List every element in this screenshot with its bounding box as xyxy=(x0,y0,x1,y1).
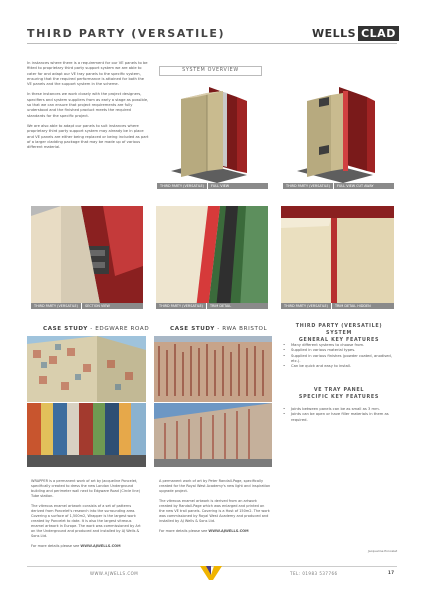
specific-features-heading-line2: SPECIFIC KEY FEATURES xyxy=(298,395,380,400)
image-caption xyxy=(157,183,268,189)
trim-detail-illustration xyxy=(156,206,268,309)
rwa-bristol-photo-2 xyxy=(154,403,272,467)
section-view-illustration xyxy=(31,206,143,309)
intro-paragraph: In these instances we work closely with the project designers, specifiers and system suppliers from as early a stage as possible, so that we can ensure that project requirements are fully understood and the finished product meets the required standards for the specific project. xyxy=(27,92,149,118)
image-caption xyxy=(31,303,143,309)
caption-tag: THIRD PARTY (VERSATILE) xyxy=(284,304,328,308)
case-study-paragraph: WRAPPER is a permanent work of art by Jacqueline Poncelet, specifically created to dress the new London Underground building and perimeter wall next to Edgware Road (Circle line) Tube station. xyxy=(31,479,140,498)
website-link[interactable]: WWW.AJWELLS.COM xyxy=(208,529,249,533)
caption-view: SECTION VIEW xyxy=(84,304,110,308)
footer-telephone: TEL: 01983 537766 xyxy=(290,571,338,576)
case-study-heading-bristol xyxy=(170,326,267,332)
edgware-road-photo-2 xyxy=(27,403,146,467)
general-features-heading xyxy=(282,323,396,344)
more-details-text: For more details please see xyxy=(159,529,208,533)
bristol-text xyxy=(159,479,271,539)
edgware-road-photo xyxy=(27,336,146,402)
photo-credit: Jacqueline Poncelet xyxy=(368,549,398,553)
case-study-prefix: CASE STUDY xyxy=(43,326,88,332)
specific-features-heading-line1: VE TRAY PANEL xyxy=(313,388,365,393)
bristol-facade-illustration xyxy=(154,336,272,402)
brand-logo-clad: CLAD xyxy=(358,26,399,41)
cutaway-illustration xyxy=(283,79,394,189)
case-study-paragraph: A permanent work of art by Peter Randall-Page, specifically created for the Royal West Academy's new light and inspiration upgrade project. xyxy=(159,479,271,493)
case-study-prefix: CASE STUDY xyxy=(170,326,215,332)
feature-item: • Supplied in various finishes (powder coated, anodised, etc.). xyxy=(283,354,395,365)
footer-website[interactable]: WWW.AJWELLS.COM xyxy=(90,571,139,576)
full-view-image xyxy=(157,79,268,189)
caption-tag: THIRD PARTY (VERSATILE) xyxy=(159,304,203,308)
edgware-building-illustration xyxy=(27,336,146,402)
image-caption xyxy=(283,183,394,189)
case-study-paragraph: The vitreous enamel artwork consists of a set of patterns derived from Poncelet's research into the surrounding area. Covering a surface of 1,500m2, Wrapper is the largest work created by Poncelet to date. It is also the largest vitreous enamel artwork in Europe. The work was commissioned by Art on the Underground and produced and installed by AJ Wells & Sons Ltd. xyxy=(31,504,141,538)
bristol-street-illustration xyxy=(154,403,272,467)
intro-paragraph: In instances where there is a requirement for our VE panels to be fitted to proprietary third party support system we are able to cater for and adapt our VE tray panels to the specific system, ensuring that the required performance is attained for both the VE panels and the support system in the scheme. xyxy=(27,61,148,87)
caption-view: FULL VIEW CUT AWAY xyxy=(336,184,374,188)
section-view-image xyxy=(31,206,143,309)
caption-view: TRIM DETAIL xyxy=(209,304,232,308)
full-view-cutaway-image xyxy=(283,79,394,189)
caption-tag: THIRD PARTY (VERSATILE) xyxy=(34,304,78,308)
trim-detail-image xyxy=(156,206,268,309)
case-study-heading-edgware xyxy=(43,326,149,332)
feature-item: • Joints between panels can be as small as 3 mm. xyxy=(283,407,395,412)
trim-detail-hidden-image xyxy=(281,206,394,309)
caption-view: TRIM DETAIL HIDDEN xyxy=(334,304,371,308)
rwa-bristol-photo xyxy=(154,336,272,402)
feature-item: • Supplied in various material types. xyxy=(283,348,395,353)
case-study-paragraph: The vitreous enamel artwork is derived from an artwork created by Randall-Page which was enlarged and printed on the new VE trail panels. Covering is a Host of 150m2. The work was commissioned by Royal West Academy and produced and installed by AJ Wells & Sons Ltd. xyxy=(159,499,270,523)
case-study-name: - RWA BRISTOL xyxy=(214,326,268,332)
more-details-text: For more details please see xyxy=(31,544,80,548)
general-features-heading-line2: GENERAL KEY FEATURES xyxy=(298,338,380,343)
image-caption xyxy=(156,303,268,309)
general-features-list xyxy=(283,343,395,369)
general-features-heading-line1: THIRD PARTY (VERSATILE) SYSTEM xyxy=(295,324,383,336)
edgware-wall-illustration xyxy=(27,403,146,467)
intro-text xyxy=(27,61,150,155)
edgware-text xyxy=(31,479,143,554)
full-view-illustration xyxy=(157,79,268,189)
header-rule xyxy=(27,43,397,44)
website-link[interactable]: WWW.AJWELLS.COM xyxy=(80,544,121,548)
intro-paragraph: We are also able to adapt our panels to suit instances where proprietary third party support system may already be in place and VE panels are either being replaced or being included as part of a larger cladding package that may be made up of various different material. xyxy=(27,123,149,150)
caption-tag: THIRD PARTY (VERSATILE) xyxy=(286,184,330,188)
caption-view: FULL VIEW xyxy=(210,184,230,188)
page-number: 17 xyxy=(388,570,395,575)
caption-tag: THIRD PARTY (VERSATILE) xyxy=(160,184,204,188)
feature-item: • Can be quick and easy to install. xyxy=(283,364,395,369)
image-caption xyxy=(281,303,394,309)
brand-logo-wells: WELLS xyxy=(312,27,357,40)
case-study-name: - EDGWARE ROAD xyxy=(87,326,150,332)
brand-logo xyxy=(312,27,399,40)
feature-item: • Many different systems to choose from. xyxy=(283,343,395,348)
footer-logo-icon xyxy=(200,565,222,579)
trim-detail-hidden-illustration xyxy=(281,206,394,309)
feature-item: • Joints can be open or have filler materials in them as required. xyxy=(283,412,395,423)
specific-features-heading xyxy=(282,387,396,401)
specific-features-list xyxy=(283,407,395,423)
page-title: THIRD PARTY (VERSATILE) xyxy=(27,27,226,40)
system-overview-label: SYSTEM OVERVIEW xyxy=(159,66,262,76)
